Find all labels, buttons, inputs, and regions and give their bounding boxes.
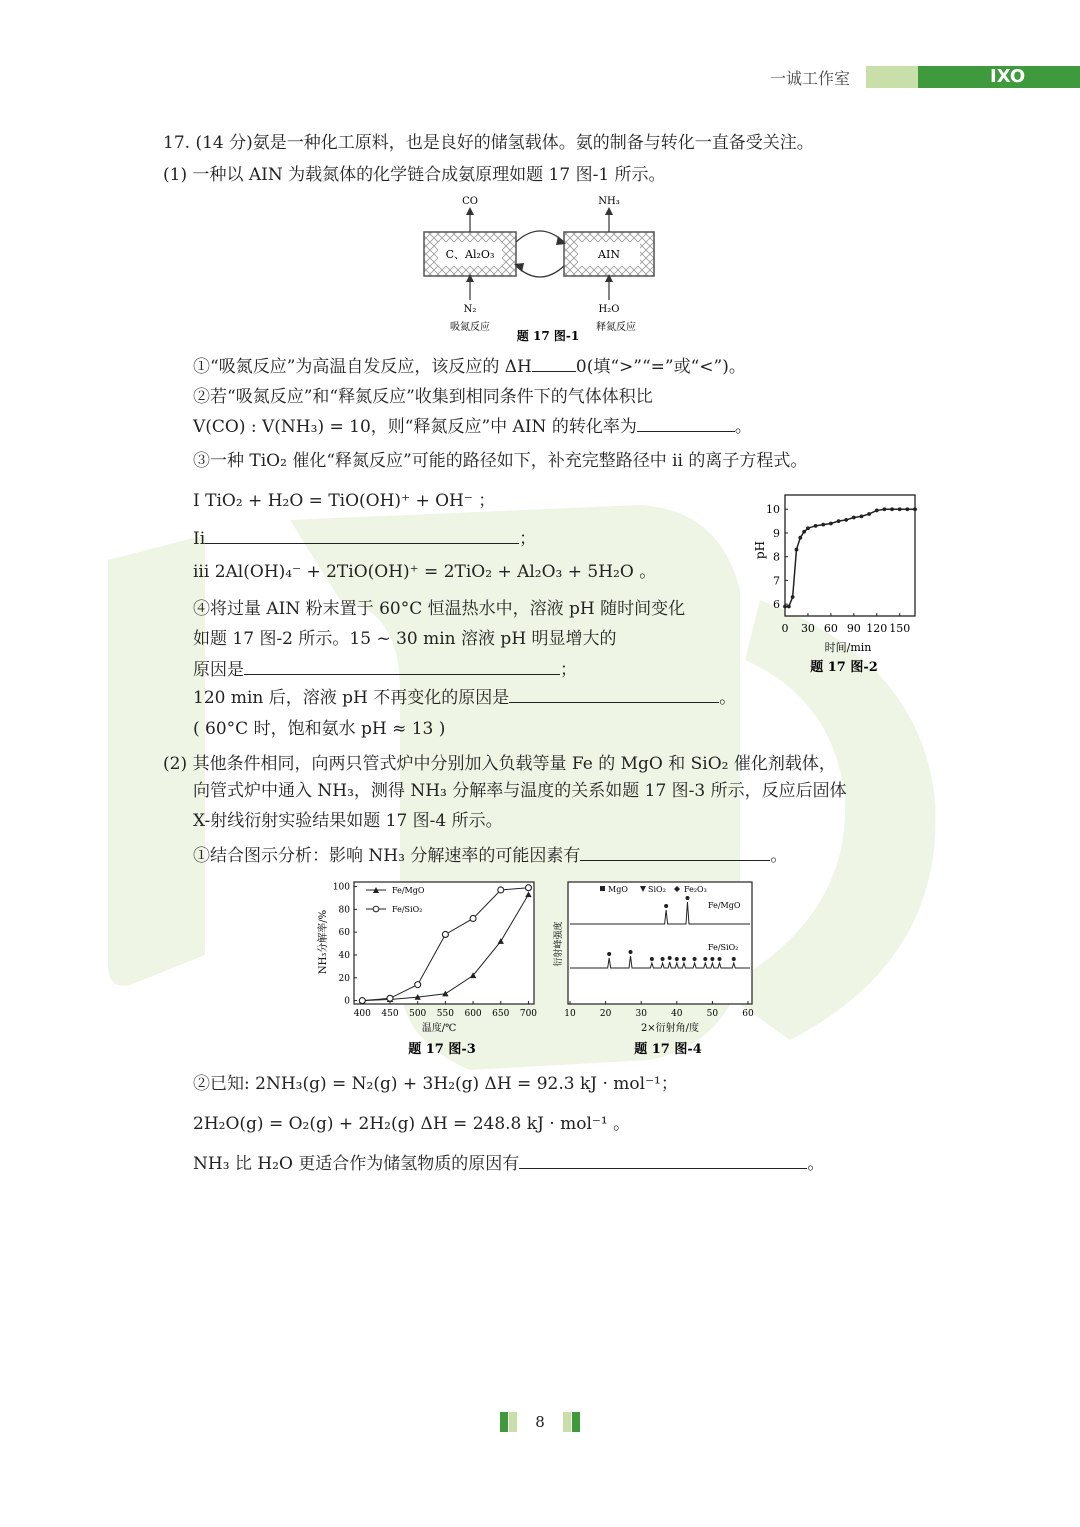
x-tick-label: 60	[742, 1009, 754, 1019]
equation-i: I TiO₂ + H₂O = TiO(OH)⁺ + OH⁻ ；	[193, 491, 496, 511]
ph-data-point	[890, 507, 894, 511]
fe-sio2-data-point	[525, 885, 531, 891]
h2o-label: H₂O	[598, 304, 620, 315]
ph-data-point	[814, 524, 818, 528]
page-number: 8	[535, 1413, 545, 1431]
x-tick-label: 550	[436, 1009, 454, 1019]
release-label: 释氮反应	[596, 322, 636, 333]
part2-line1: (2) 其他条件相同，向两只管式炉中分别加入负载等量 Fe 的 MgO 和 SiO₂ 催化剂载体，	[163, 754, 836, 774]
legend-fe2o3: Fe₂O₃	[684, 885, 707, 894]
footer-bar-left-dark	[500, 1412, 508, 1432]
ph-data-point	[787, 605, 791, 609]
figure-17-1	[410, 190, 670, 350]
answer-blank[interactable]	[580, 843, 770, 861]
header-logo: IXO	[990, 66, 1026, 87]
fe-sio2-peak-marker	[710, 957, 714, 961]
part2-question-2c	[193, 1151, 824, 1175]
x-tick-label: 450	[381, 1009, 399, 1019]
fe-sio2-peak-marker	[718, 957, 722, 961]
figure-17-4	[548, 876, 766, 1058]
cycle-arrow-bottom	[516, 266, 564, 277]
part2-question-1-tail: 。	[770, 846, 788, 866]
chart2-frame	[785, 495, 915, 616]
fe-sio2-peak-marker	[682, 957, 686, 961]
y-tick-label: 80	[338, 905, 350, 916]
fe-sio2-data-point	[387, 995, 393, 1001]
fe-mgo-peak-marker	[685, 896, 689, 900]
ph-data-point	[905, 507, 909, 511]
x-tick-label: 400	[353, 1009, 371, 1019]
footer-bar-right-light	[563, 1412, 571, 1432]
y-tick-label: 100	[332, 882, 350, 893]
answer-blank[interactable]	[509, 685, 719, 703]
chart4-title: 题 17 图-4	[634, 1042, 702, 1057]
y-tick-label: 6	[773, 598, 780, 612]
right-box-label: AIN	[598, 248, 620, 261]
fe-sio2-data-point	[359, 998, 365, 1004]
sub-question-2a: ②若“吸氮反应”和“释氮反应”收集到相同条件下的气体体积比	[193, 387, 653, 407]
fe-sio2-peak-marker	[650, 957, 654, 961]
part2-question-1	[193, 843, 787, 867]
y-tick-label: 20	[338, 973, 350, 984]
answer-blank[interactable]	[244, 657, 560, 675]
x-tick-label: 50	[706, 1009, 719, 1019]
part2-line2: 向管式炉中通入 NH₃，测得 NH₃ 分解率与温度的关系如题 17 图-3 所示，反应后固体	[193, 781, 847, 801]
ph-data-point	[837, 519, 841, 523]
note-ammonia-ph: ( 60°C 时，饱和氨水 pH ≈ 13 )	[193, 719, 446, 739]
absorb-label: 吸氮反应	[450, 322, 490, 333]
chart3-frame	[354, 882, 534, 1004]
sub-question-4d-tail: 。	[719, 688, 737, 708]
answer-blank[interactable]	[532, 354, 576, 372]
ph-data-point	[875, 509, 879, 513]
co-label: CO	[462, 196, 478, 207]
answer-blank[interactable]	[519, 1151, 807, 1169]
x-tick-label: 150	[889, 622, 911, 635]
chart4-ylabel: 衍射峰强度	[554, 921, 564, 967]
fe-sio2-data-point	[470, 915, 476, 921]
ph-data-point	[791, 595, 795, 599]
x-tick-label: 30	[800, 622, 815, 635]
fe-sio2-peak-marker	[732, 957, 736, 961]
figure-17-2	[750, 488, 930, 680]
fe-sio2-data-point	[415, 982, 421, 988]
header-bar-light	[866, 66, 918, 88]
n2-label: N₂	[463, 304, 477, 315]
sub-question-4a: ④将过量 AIN 粉末置于 60°C 恒温热水中，溶液 pH 随时间变化	[193, 599, 686, 619]
part2-question-1-prefix: ①结合图示分析：影响 NH₃ 分解速率的可能因素有	[193, 846, 581, 866]
ph-data-point	[802, 530, 806, 534]
chart3-ylabel: NH₃分解率/%	[318, 909, 329, 975]
cycle-arrow-top	[516, 231, 564, 242]
left-box-label: C、Al₂O₃	[445, 248, 495, 261]
part2-line3: X-射线衍射实验结果如题 17 图-4 所示。	[193, 811, 503, 831]
series-label-fe-sio2: Fe/SiO₂	[708, 943, 739, 952]
chart4-legend	[600, 885, 707, 894]
part2-question-2c-prefix: NH₃ 比 H₂O 更适合作为储氢物质的原因有	[193, 1154, 520, 1174]
sub-question-4d	[193, 685, 736, 709]
ph-data-point	[883, 507, 887, 511]
ph-data-point	[806, 526, 810, 530]
fe-sio2-data-point	[442, 931, 448, 937]
ph-data-point	[829, 522, 833, 526]
x-tick-label: 20	[599, 1009, 612, 1019]
ph-data-point	[898, 507, 902, 511]
part2-question-2b: 2H₂O(g) = O₂(g) + 2H₂(g) ΔH = 248.8 kJ · mol⁻¹ 。	[193, 1114, 631, 1134]
fe-sio2-peak-marker	[693, 957, 697, 961]
sub-question-4c-prefix: 原因是	[193, 660, 244, 680]
fe-sio2-peak-marker	[607, 952, 611, 956]
y-tick-label: 7	[773, 574, 780, 588]
chart2-ylabel: pH	[753, 540, 767, 560]
sub-question-2b-text: V(CO) : V(NH₃) = 10，则“释氮反应”中 AIN 的转化率为	[193, 417, 637, 437]
x-tick-label: 90	[846, 622, 861, 635]
fe-mgo-peak-marker	[664, 904, 668, 908]
ph-data-point	[860, 514, 864, 518]
sub-question-4c-tail: ；	[560, 660, 577, 680]
footer-bar-right-dark	[572, 1412, 580, 1432]
sub-question-4c	[193, 657, 577, 681]
sub-question-1-text: ①“吸氮反应”为高温自发反应，该反应的 ΔH	[193, 357, 532, 377]
question-heading: 17. (14 分)氨是一种化工原料，也是良好的储氢载体。氨的制备与转化一直备受关注。	[163, 133, 814, 153]
nh3-label: NH₃	[598, 196, 620, 207]
part1-intro: (1) 一种以 AIN 为载氮体的化学链合成氨原理如题 17 图-1 所示。	[163, 165, 666, 185]
equation-ii-prefix: Ii	[193, 529, 206, 549]
ph-data-point	[795, 548, 799, 552]
fe-sio2-peak-marker	[661, 957, 665, 961]
x-tick-label: 500	[409, 1009, 427, 1019]
part2-question-2a: ②已知: 2NH₃(g) = N₂(g) + 3H₂(g) ΔH = 92.3 kJ · mol⁻¹；	[193, 1074, 678, 1094]
sub-question-3: ③一种 TiO₂ 催化“释氮反应”可能的路径如下，补充完整路径中 ii 的离子方程式。	[193, 451, 808, 471]
y-tick-label: 40	[338, 950, 350, 961]
ph-data-point	[783, 605, 787, 609]
sub-question-4b: 如题 17 图-2 所示。15 ~ 30 min 溶液 pH 明显增大的	[193, 629, 617, 649]
sub-question-1	[193, 354, 746, 378]
series-label-fe-mgo: Fe/MgO	[708, 901, 741, 910]
chart3-xlabel: 温度/℃	[421, 1023, 457, 1034]
y-tick-label: 0	[344, 996, 350, 1007]
equation-ii-tail: ；	[519, 529, 537, 549]
legend-fe-mgo: Fe/MgO	[392, 886, 425, 895]
legend-fe-sio2: Fe/SiO₂	[392, 905, 423, 914]
legend-mgo: MgO	[608, 885, 628, 894]
answer-blank[interactable]	[205, 526, 519, 544]
fe-sio2-peak-marker	[675, 957, 679, 961]
x-tick-label: 700	[519, 1009, 538, 1019]
ph-data-point	[867, 512, 871, 516]
ph-data-point	[913, 507, 917, 511]
fe-sio2-data-point	[498, 887, 504, 893]
chart3-title: 题 17 图-3	[408, 1042, 476, 1057]
equation-ii	[193, 526, 536, 550]
ph-data-point	[821, 523, 825, 527]
x-tick-label: 60	[823, 622, 838, 635]
x-tick-label: 120	[866, 622, 888, 635]
fe-sio2-peak-marker	[629, 950, 633, 954]
footer-bar-left-light	[509, 1412, 517, 1432]
sub-question-4d-prefix: 120 min 后，溶液 pH 不再变化的原因是	[193, 688, 510, 708]
sub-question-2b	[193, 414, 752, 438]
equation-iii: iii 2Al(OH)₄⁻ + 2TiO(OH)⁺ = 2TiO₂ + Al₂O₃ + 5H₂O 。	[193, 562, 657, 582]
chart2-title: 题 17 图-2	[810, 660, 878, 675]
ph-data-point	[844, 518, 848, 522]
chart2-xlabel: 时间/min	[824, 641, 872, 654]
figure-17-3	[314, 876, 542, 1058]
x-tick-label: 10	[564, 1009, 576, 1019]
x-tick-label: 0	[781, 622, 789, 635]
x-tick-label: 650	[492, 1009, 510, 1019]
sub-question-1-tail: 0(填“>”“=”或“<”)。	[575, 357, 746, 377]
ph-data-point	[852, 516, 856, 520]
y-tick-label: 60	[338, 928, 350, 939]
ph-data-point	[798, 536, 802, 540]
sub-question-2b-tail: 。	[734, 417, 752, 437]
answer-blank[interactable]	[637, 414, 735, 432]
header-title: 一诚工作室	[770, 69, 851, 88]
x-tick-label: 600	[464, 1009, 482, 1019]
y-tick-label: 10	[766, 503, 780, 517]
fe-sio2-peak-marker	[703, 957, 707, 961]
figure-caption: 题 17 图-1	[516, 329, 580, 343]
legend-sio2: SiO₂	[648, 885, 666, 894]
fe-sio2-peak-marker	[668, 956, 672, 960]
x-tick-label: 40	[671, 1009, 683, 1019]
y-tick-label: 9	[773, 526, 780, 540]
part2-question-2c-tail: 。	[807, 1154, 825, 1174]
chart4-xlabel: 2×衍射角/度	[640, 1023, 700, 1034]
x-tick-label: 30	[635, 1009, 647, 1019]
y-tick-label: 8	[773, 550, 780, 564]
